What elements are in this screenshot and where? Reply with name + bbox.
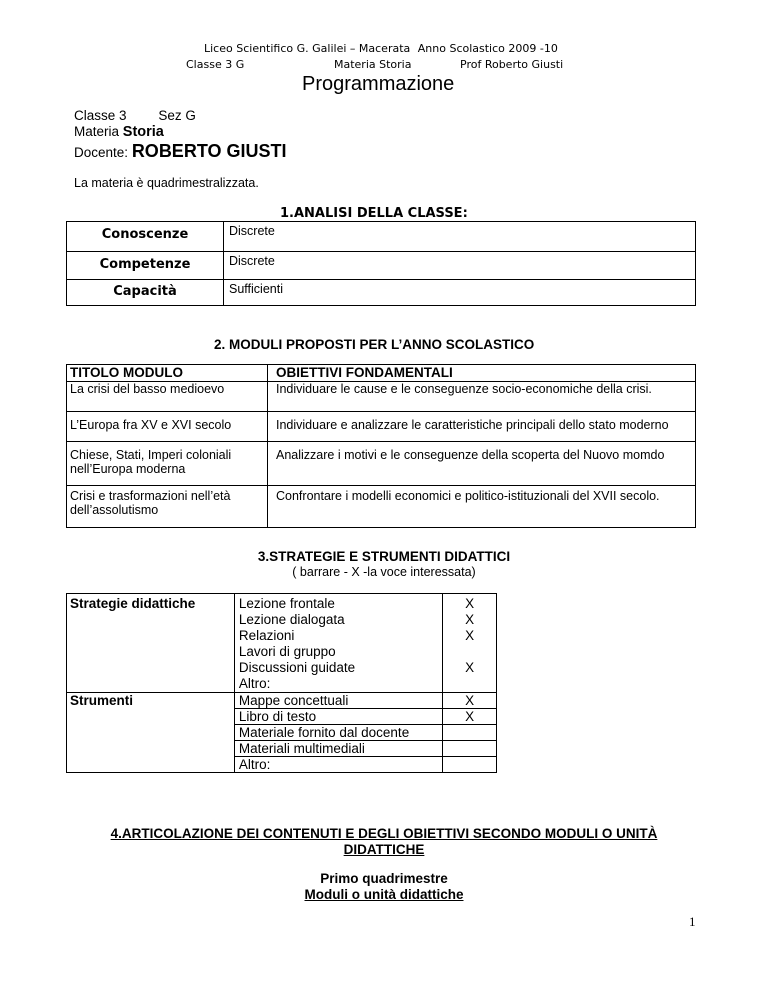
strategy-item: Discussioni guidate — [238, 660, 356, 675]
analysis-value: Discrete — [224, 252, 696, 280]
section2-heading: 2. MODULI PROPOSTI PER L’ANNO SCOLASTICO — [214, 337, 535, 352]
module-goal: Individuare le cause e le conseguenze socio-economiche della crisi. — [268, 382, 696, 412]
section1-heading: 1.ANALISI DELLA CLASSE: — [280, 206, 468, 221]
strategies-table — [66, 593, 497, 773]
header-subject: Materia Storia — [334, 58, 412, 71]
analysis-table — [66, 221, 696, 306]
materia-label: Materia — [74, 124, 120, 139]
analysis-value: Discrete — [224, 222, 696, 252]
section4-heading-2: DIDATTICHE — [343, 842, 425, 857]
tool-mark — [443, 725, 496, 741]
tool-item: Libro di testo — [235, 709, 442, 725]
school-year: Anno Scolastico 2009 -10 — [417, 42, 558, 55]
tool-mark — [443, 757, 496, 772]
analysis-value: Sufficienti — [224, 280, 696, 306]
sez-label: Sez — [158, 108, 182, 123]
sez-value: G — [185, 108, 196, 123]
module-row — [67, 382, 696, 412]
strategy-mark — [443, 644, 496, 660]
tool-mark: X — [443, 693, 496, 709]
analysis-label: Capacità — [67, 280, 224, 306]
module-title: Crisi e trasformazioni nell’età dell’assolutismo — [67, 486, 268, 528]
section3-subheading: ( barrare - X -la voce interessata) — [292, 565, 476, 579]
strategy-mark: X — [465, 612, 475, 627]
strumenti-marks — [443, 693, 497, 773]
strategy-item: Lezione dialogata — [238, 612, 345, 627]
section4-heading-1: 4.ARTICOLAZIONE DEI CONTENUTI E DEGLI OBIETTIVI SECONDO MODULI O UNITÀ — [110, 826, 658, 841]
module-title: L’Europa fra XV e XVI secolo — [67, 412, 268, 442]
primo-quadrimestre: Primo quadrimestre — [320, 871, 448, 886]
tool-item: Altro: — [238, 757, 271, 772]
analysis-row — [67, 252, 696, 280]
classe-line — [74, 108, 196, 123]
module-goal: Individuare e analizzare le caratteristiche principali dello stato moderno — [268, 412, 696, 442]
strategie-label: Strategie didattiche — [67, 594, 235, 693]
tool-item: Mappe concettuali — [235, 693, 442, 709]
classe-label: Classe — [74, 108, 116, 123]
tool-mark — [443, 741, 496, 757]
materia-value: Storia — [122, 124, 164, 140]
strategy-item: Lezione frontale — [238, 596, 335, 611]
module-title: La crisi del basso medioevo — [67, 382, 268, 412]
module-row — [67, 442, 696, 486]
analysis-row — [67, 280, 696, 306]
analysis-label: Conoscenze — [67, 222, 224, 252]
materia-line — [74, 124, 164, 140]
header-teacher: Prof Roberto Giusti — [460, 58, 564, 71]
strategie-marks — [443, 594, 497, 693]
docente-label: Docente: — [74, 145, 129, 160]
strumenti-items — [234, 693, 442, 773]
strategy-mark — [443, 676, 496, 692]
module-goal: Analizzare i motivi e le conseguenze della scoperta del Nuovo momdo — [268, 442, 696, 486]
strumenti-label: Strumenti — [67, 693, 235, 773]
section3-heading: 3.STRATEGIE E STRUMENTI DIDATTICI — [257, 549, 511, 564]
module-row — [67, 412, 696, 442]
page-title: Programmazione — [302, 73, 455, 95]
strategy-item: Altro: — [238, 676, 271, 691]
classe-value: 3 — [119, 108, 127, 123]
strategie-items — [234, 594, 442, 693]
strategy-mark: X — [465, 660, 475, 675]
strategy-item: Relazioni — [238, 628, 295, 643]
strategy-mark: X — [465, 628, 475, 643]
analysis-label: Competenze — [67, 252, 224, 280]
tool-item: Materiale fornito dal docente — [235, 725, 442, 741]
module-row — [67, 486, 696, 528]
docente-line — [74, 141, 287, 162]
strategy-item: Lavori di gruppo — [238, 644, 336, 659]
tool-item: Materiali multimediali — [235, 741, 442, 757]
header-line-1 — [204, 42, 584, 55]
moduli-unita: Moduli o unità didattiche — [304, 887, 464, 902]
analysis-row — [67, 222, 696, 252]
quadrimestre-note: La materia è quadrimestralizzata. — [74, 176, 259, 190]
header-class: Classe 3 G — [186, 58, 245, 71]
module-title: Chiese, Stati, Imperi coloniali nell’Europa moderna — [67, 442, 268, 486]
module-goal: Confrontare i modelli economici e politico-istituzionali del XVII secolo. — [268, 486, 696, 528]
strategy-mark: X — [465, 596, 475, 611]
col-header-title: TITOLO MODULO — [67, 365, 268, 382]
school-name: Liceo Scientifico G. Galilei – Macerata — [204, 42, 411, 55]
tool-mark: X — [443, 709, 496, 725]
docente-value: ROBERTO GIUSTI — [131, 141, 287, 161]
modules-table — [66, 364, 696, 528]
modules-header-row — [67, 365, 696, 382]
page-number: 1 — [689, 914, 696, 929]
col-header-goal: OBIETTIVI FONDAMENTALI — [268, 365, 696, 382]
